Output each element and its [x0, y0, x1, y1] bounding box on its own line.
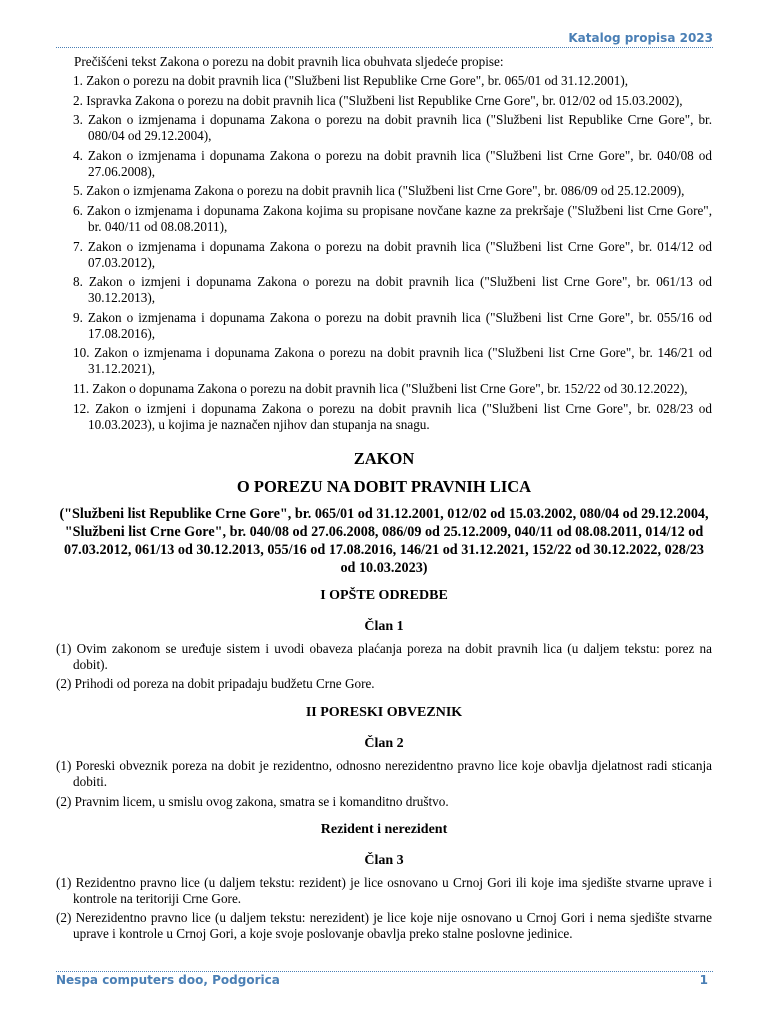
page-header-title: Katalog propisa 2023 [568, 31, 713, 45]
amendment-item: 3. Zakon o izmjenama i dopunama Zakona o porezu na dobit pravnih lica ("Službeni list Republike Crne Gore", br. 080/04 od 29.12.2004), [73, 112, 712, 144]
law-title: ZAKON [353, 448, 415, 468]
article-1-paragraph-2: (2) Prihodi od poreza na dobit pripadaju budžetu Crne Gore. [56, 676, 375, 692]
amendment-item: 8. Zakon o izmjeni i dopunama Zakona o porezu na dobit pravnih lica ("Službeni list Crne Gore", br. 061/13 od 30.12.2013), [73, 274, 712, 306]
article-2-paragraph-2: (2) Pravnim licem, u smislu ovog zakona, smatra se i komanditno društvo. [56, 793, 449, 809]
document-body [56, 54, 712, 946]
article-3-paragraph-1: (1) Rezidentno pravno lice (u daljem tekstu: rezident) je lice osnovano u Crnoj Gori ili koje ima sjedište stvarne uprave i kontrole na teritoriji Crne Gore. [56, 874, 712, 906]
amendment-item: 1. Zakon o porezu na dobit pravnih lica ("Službeni list Republike Crne Gore", br. 065/01 od 31.12.2001), [73, 73, 629, 88]
amendment-item: 7. Zakon o izmjenama i dopunama Zakona o porezu na dobit pravnih lica ("Službeni list Crne Gore", br. 014/12 od 07.03.2012), [73, 238, 712, 270]
section-heading-general: I OPŠTE ODREDBE [320, 587, 448, 603]
amendment-item: 10. Zakon o izmjenama i dopunama Zakona o porezu na dobit pravnih lica ("Službeni list Crne Gore", br. 146/21 od 31.12.2021), [73, 345, 712, 377]
article-2-title: Član 2 [364, 736, 404, 752]
amendment-item: 4. Zakon o izmjenama i dopunama Zakona o porezu na dobit pravnih lica ("Službeni list Crne Gore", br. 040/08 od 27.06.2008), [73, 147, 712, 179]
page-number: 1 [699, 973, 708, 987]
article-1-title: Član 1 [364, 618, 404, 634]
amendments-list [56, 73, 712, 433]
article-3-title: Član 3 [364, 852, 404, 868]
section-heading-resident: Rezident i nerezident [320, 821, 448, 837]
article-2-paragraph-1: (1) Poreski obveznik poreza na dobit je rezidentno, odnosno nerezidentno pravno lice koje obavlja djelatnost radi sticanja dobiti. [56, 758, 712, 790]
intro-text: Prečišćeni tekst Zakona o porezu na dobit pravnih lica obuhvata sljedeće propise: [74, 54, 504, 69]
amendment-item: 11. Zakon o dopunama Zakona o porezu na dobit pravnih lica ("Službeni list Crne Gore", br. 152/22 od 30.12.2022), [73, 380, 688, 396]
article-3-paragraph-2: (2) Nerezidentno pravno lice (u daljem tekstu: nerezident) je lice koje nije osnovano u Crnoj Gori i nema sjedište stvarne uprave i kontrole u Crnoj Gori, a koje svoje poslovanje obavlja preko stalne poslovne jedinice. [56, 910, 712, 942]
amendment-item: 9. Zakon o izmjenama i dopunama Zakona o porezu na dobit pravnih lica ("Službeni list Crne Gore", br. 055/16 od 17.08.2016), [73, 309, 712, 341]
header-divider [56, 47, 713, 48]
law-subtitle: O POREZU NA DOBIT PRAVNIH LICA [236, 476, 532, 496]
section-heading-taxpayer: II PORESKI OBVEZNIK [305, 705, 463, 721]
footer-divider [56, 971, 713, 972]
amendment-item: 6. Zakon o izmjenama i dopunama Zakona kojima su propisane novčane kazne za prekršaje ("Službeni list Crne Gore", br. 040/11 od 08.08.2011), [73, 202, 712, 234]
gazette-reference: ("Službeni list Republike Crne Gore", br. 065/01 od 31.12.2001, 012/02 od 15.03.2002, 080/04 od 29.12.2004, "Službeni list Crne Gore", br. 040/08 od 27.06.2008, 086/09 od 25.12.2009, 040/11 od 08.08.2011, 014/12 od 07.03.2012, 061/13 od 30.12.2013, 055/16 od 17.08.2016, 146/21 od 31.12.2021, 152/22 od 30.12.2022, 028/23 od 10.03.2023) [59, 505, 709, 576]
amendment-item: 12. Zakon o izmjeni i dopunama Zakona o porezu na dobit pravnih lica ("Službeni list Crne Gore", br. 028/23 od 10.03.2023), u kojima je naznačen njihov dan stupanja na snagu. [73, 400, 712, 432]
footer-company: Nespa computers doo, Podgorica [56, 973, 280, 987]
amendment-item: 5. Zakon o izmjenama Zakona o porezu na dobit pravnih lica ("Službeni list Crne Gore", br. 086/09 od 25.12.2009), [73, 183, 685, 199]
article-1-paragraph-1: (1) Ovim zakonom se uređuje sistem i uvodi obaveza plaćanja poreza na dobit pravnih lica (u daljem tekstu: porez na dobit). [56, 640, 712, 672]
amendment-item: 2. Ispravka Zakona o porezu na dobit pravnih lica ("Službeni list Republike Crne Gore", br. 012/02 od 15.03.2002), [73, 92, 683, 108]
